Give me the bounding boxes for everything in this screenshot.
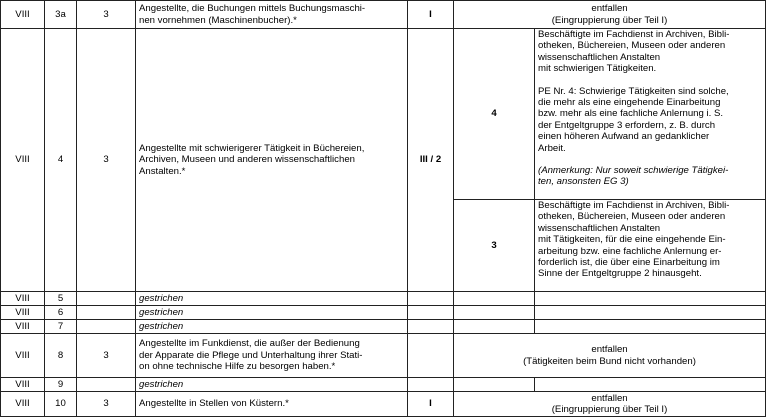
result-line: entfallen	[591, 344, 628, 356]
description-cell	[136, 392, 408, 417]
eg-line: bzw. mehr als eine fachliche Anlernung i. S.	[538, 108, 724, 120]
teil-cell: 3	[77, 1, 136, 29]
eg-line: forderlich ist, die über eine Einarbeitung im	[538, 257, 720, 269]
pe-note	[538, 86, 762, 154]
table-row	[1, 306, 766, 320]
teil-cell	[77, 292, 136, 306]
result-cell	[454, 1, 766, 29]
table-row	[1, 320, 766, 334]
result-line: entfallen	[591, 3, 628, 15]
table-row	[1, 292, 766, 306]
table-row	[1, 392, 766, 417]
eg-line: mit Tätigkeiten, für die eine eingehende Ein-	[538, 234, 726, 246]
description-line: Angestellte im Funkdienst, die außer der Bedienung	[139, 338, 360, 350]
result-line: (Eingruppierung über Teil I)	[551, 14, 668, 26]
eg-line: der Entgeltgruppe 3 erfordern, z. B. durch	[538, 119, 716, 131]
result-cell	[454, 334, 766, 378]
teil-ref-cell	[408, 306, 454, 320]
description-cell: gestrichen	[136, 306, 408, 320]
eg-line: Arbeit.	[538, 142, 566, 154]
eg-description-cell	[535, 306, 766, 320]
eg-line: arbeitung bzw. eine fachliche Anlernung er-	[538, 245, 722, 257]
description-line: der Apparate die Pflege und Unterhaltung ihrer Stati-	[139, 349, 363, 361]
eg-line: die mehr als eine eingehende Einarbeitung	[538, 97, 721, 109]
eg-line: einen höheren Aufwand an gedanklicher	[538, 131, 710, 143]
eg-line: Beschäftigte im Fachdienst in Archiven, Bibli-	[538, 29, 730, 40]
eg-line: Sinne der Entgeltgruppe 2 hinausgeht.	[538, 268, 702, 280]
fallgruppe-cell: 6	[45, 306, 77, 320]
vergütungsgruppe-cell: VIII	[1, 320, 45, 334]
eg-description-cell	[535, 29, 766, 200]
description-cell: gestrichen	[136, 320, 408, 334]
result-line: (Eingruppierung über Teil I)	[551, 404, 668, 415]
eg-line: Beschäftigte im Fachdienst in Archiven, Bibli-	[538, 200, 730, 211]
fallgruppe-cell: 5	[45, 292, 77, 306]
entgeltgruppe-cell	[454, 306, 535, 320]
annotation-note	[538, 165, 762, 188]
result-line: entfallen	[591, 392, 628, 404]
teil-cell: 3	[77, 334, 136, 378]
eg-description-cell	[535, 292, 766, 306]
table-row	[1, 378, 766, 392]
table-row	[1, 29, 766, 200]
eg-description-cell	[535, 378, 766, 392]
vergütungsgruppe-cell: VIII	[1, 392, 45, 417]
entgeltgruppe-cell	[454, 292, 535, 306]
entgeltgruppe-cell	[454, 378, 535, 392]
description-cell	[136, 1, 408, 29]
fallgruppe-cell: 3a	[45, 1, 77, 29]
vergütungsgruppe-cell: VIII	[1, 334, 45, 378]
fallgruppe-cell: 8	[45, 334, 77, 378]
result-cell	[454, 392, 766, 417]
fallgruppe-cell: 10	[45, 392, 77, 417]
fallgruppe-cell: 7	[45, 320, 77, 334]
teil-ref-cell	[408, 334, 454, 378]
table-row	[1, 1, 766, 29]
eg-line: otheken, Büchereien, Museen oder anderen	[538, 211, 726, 223]
description-cell: gestrichen	[136, 378, 408, 392]
description-cell	[136, 334, 408, 378]
eg-line: ten, ansonsten EG 3)	[538, 176, 629, 188]
teil-ref-cell: III / 2	[408, 29, 454, 292]
result-line: (Tätigkeiten beim Bund nicht vorhanden)	[523, 355, 696, 367]
teil-ref-cell	[408, 378, 454, 392]
description-line: on ohne technische Hilfe zu besorgen haben.*	[139, 361, 336, 373]
eg-paragraph	[538, 29, 762, 75]
eg-line: PE Nr. 4: Schwierige Tätigkeiten sind solche,	[538, 85, 729, 97]
description-line: Archiven, Museen und anderen wissenschaftlichen	[139, 154, 355, 166]
eg-description-cell	[535, 320, 766, 334]
description-line: Angestellte mit schwierigerer Tätigkeit in Büchereien,	[139, 142, 365, 154]
teil-cell	[77, 320, 136, 334]
teil-cell	[77, 378, 136, 392]
vergütungsgruppe-cell: VIII	[1, 378, 45, 392]
eg-line: otheken, Büchereien, Museen oder anderen	[538, 40, 726, 52]
description-cell	[136, 29, 408, 292]
teil-ref-cell	[408, 320, 454, 334]
eg-line: (Anmerkung: Nur soweit schwierige Tätigkei-	[538, 165, 729, 177]
teil-cell: 3	[77, 392, 136, 417]
entgeltgruppe-cell	[454, 320, 535, 334]
eg-line: wissenschaftlichen Anstalten	[538, 222, 661, 234]
teil-cell	[77, 306, 136, 320]
vergütungsgruppe-cell: VIII	[1, 306, 45, 320]
fallgruppe-cell: 4	[45, 29, 77, 292]
description-line: Angestellte, die Buchungen mittels Buchungsmaschi-	[139, 3, 366, 15]
eg-description-cell	[535, 200, 766, 292]
teil-cell: 3	[77, 29, 136, 292]
description-line: Angestellte in Stellen von Küstern.*	[139, 398, 289, 410]
vergütungsgruppe-cell: VIII	[1, 292, 45, 306]
teil-ref-cell: I	[408, 392, 454, 417]
description-line: Anstalten.*	[139, 165, 186, 177]
vergütungsgruppe-cell: VIII	[1, 1, 45, 29]
eg-line: mit schwierigen Tätigkeiten.	[538, 63, 657, 75]
teil-ref-cell	[408, 292, 454, 306]
table-row	[1, 334, 766, 378]
entgeltgruppe-cell: 3	[454, 200, 535, 292]
fallgruppe-cell: 9	[45, 378, 77, 392]
teil-ref-cell: I	[408, 1, 454, 29]
entgeltgruppe-cell: 4	[454, 29, 535, 200]
vergütungsgruppe-cell: VIII	[1, 29, 45, 292]
eg-line: wissenschaftlichen Anstalten	[538, 51, 661, 63]
description-cell: gestrichen	[136, 292, 408, 306]
description-line: nen vornehmen (Maschinenbucher).*	[139, 14, 297, 26]
